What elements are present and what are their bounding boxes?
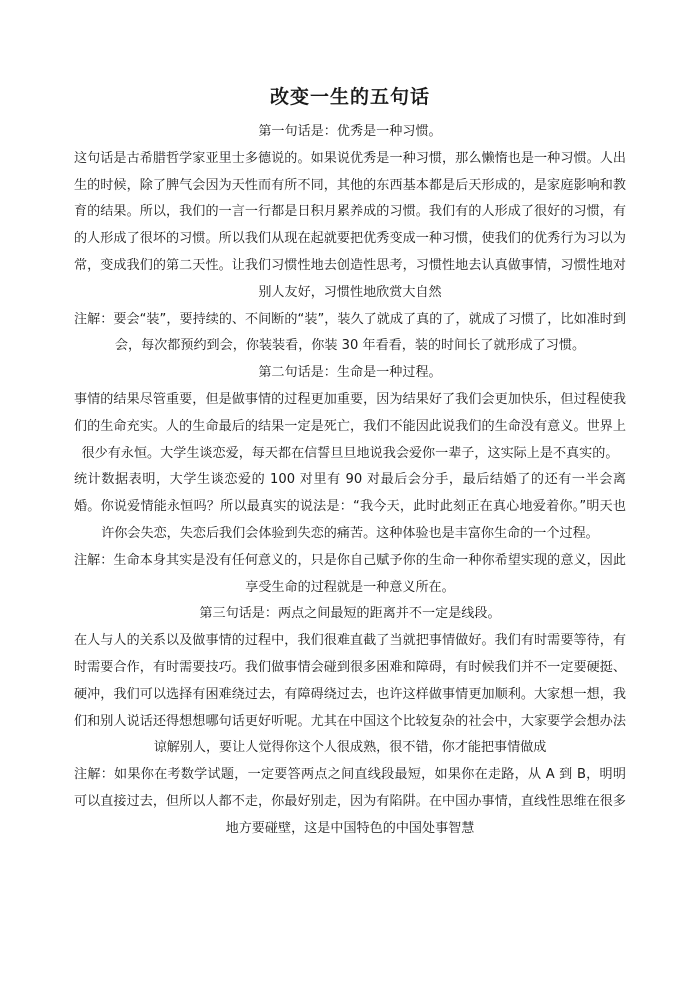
section-3-note: 注解：如果你在考数学试题，一定要答两点之间直线段最短，如果你在走路，从 A 到 B，明明可以直接过去，但所以人都不走，你最好别走，因为有陷阱。在中国办事情，直线性思维在很多地方要碰壁，这是中国特色的中国处事智慧 [74, 767, 626, 836]
section-3-paragraph: 在人与人的关系以及做事情的过程中，我们很难直截了当就把事情做好。我们有时需要等待，有时需要合作，有时需要技巧。我们做事情会碰到很多困难和障碍，有时候我们并不一定要硬挺、硬冲，我们可以选择有困难绕过去，有障碍绕过去，也许这样做事情更加顺利。大家想一想，我们和别人说话还得想想哪句话更好听呢。尤其在中国这个比较复杂的社会中，大家要学会想办法谅解别人，要让人觉得你这个人很成熟，很不错，你才能把事情做成 [74, 633, 626, 756]
section-1-paragraph: 这句话是古希腊哲学家亚里士多德说的。如果说优秀是一种习惯，那么懒惰也是一种习惯。人出生的时候，除了脾气会因为天性而有所不同，其他的东西基本都是后天形成的，是家庭影响和教育的结果。所以，我们的一言一行都是日积月累养成的习惯。我们有的人形成了很好的习惯，有的人形成了很坏的习惯。所以我们从现在起就要把优秀变成一种习惯，使我们的优秀行为习以为常，变成我们的第二天性。让我们习惯性地去创造性思考，习惯性地去认真做事情，习惯性地对别人友好，习惯性地欣赏大自然 [74, 150, 626, 300]
section-1-heading: 第一句话是：优秀是一种习惯。 [258, 124, 442, 139]
section-3-heading: 第三句话是：两点之间最短的距离并不一定是线段。 [199, 606, 501, 622]
document-body [74, 84, 626, 843]
section-2-paragraph-1: 事情的结果尽管重要，但是做事情的过程更加重要，因为结果好了我们会更加快乐，但过程使我们的生命充实。人的生命最后的结果一定是死亡，我们不能因此说我们的生命没有意义。世界上很少有永恒。大学生谈恋爱，每天都在信誓旦旦地说我会爱你一辈子，这实际上是不真实的。 [74, 391, 626, 461]
section-1-note: 注解：要会“装”，要持续的、不间断的“装”，装久了就成了真的了，就成了习惯了，比如准时到会，每次都预约到会，你装装看，你装 30 年看看，装的时间长了就形成了习惯。 [74, 311, 626, 354]
section-2-note: 注解：生命本身其实是没有任何意义的，只是你自己赋予你的生命一种你希望实现的意义，因此享受生命的过程就是一种意义所在。 [74, 552, 626, 595]
document-title: 改变一生的五句话 [269, 86, 430, 108]
section-2-paragraph-2: 统计数据表明，大学生谈恋爱的 100 对里有 90 对最后会分手，最后结婚了的还有一半会离婚。你说爱情能永恒吗？所以最真实的说法是：“我今天，此时此刻正在真心地爱着你。”明天也许你会失恋，失恋后我们会体验到失恋的痛苦。这种体验也是丰富你生命的一个过程。 [74, 472, 626, 541]
section-2-heading: 第二句话是：生命是一种过程。 [258, 365, 442, 381]
